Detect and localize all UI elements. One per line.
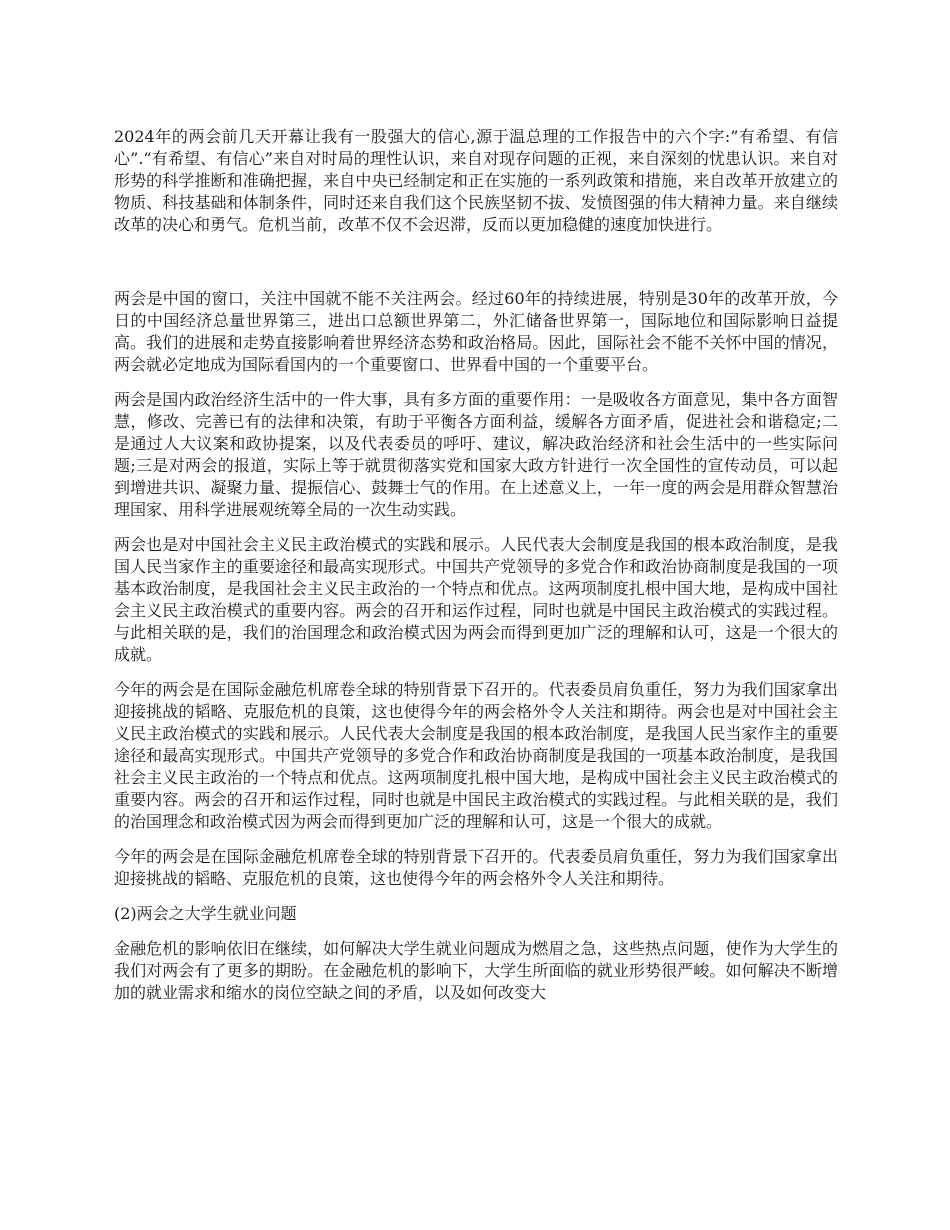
paragraph-financial-crisis-repeat: 今年的两会是在国际金融危机席卷全球的特别背景下召开的。代表委员肩负重任，努力为我们国家拿出迎接挑战的韬略、克服危机的良策，这也使得今年的两会格外令人关注和期待。	[114, 847, 838, 888]
paragraph-domestic-role: 两会是国内政治经济生活中的一件大事，具有多方面的重要作用：一是吸收各方面意见，集中各方面智慧，修改、完善已有的法律和决策，有助于平衡各方面利益，缓解各方面矛盾，促进社会和谐稳定;二是通过人大议案和政协提案，以及代表委员的呼吁、建议，解决政治经济和社会生活中的一些实际问题;三是对两会的报道，实际上等于就贯彻落实党和国家大政方针进行一次全国性的宣传动员，可以起到增进共识、凝聚力量、提振信心、鼓舞士气的作用。在上述意义上，一年一度的两会是用群众智慧治理国家、用科学进展观统筹全局的一次生动实践。	[114, 390, 838, 519]
paragraph-democracy-model: 两会也是对中国社会主义民主政治模式的实践和展示。人民代表大会制度是我国的根本政治制度，是我国人民当家作主的重要途径和最高实现形式。中国共产党领导的多党合作和政治协商制度是我国的一项基本政治制度，是我国社会主义民主政治的一个特点和优点。这两项制度扎根中国大地，是构成中国社会主义民主政治模式的重要内容。两会的召开和运作过程，同时也就是中国民主政治模式的实践过程。与此相关联的是，我们的治国理念和政治模式因为两会而得到更加广泛的理解和认可，这是一个很大的成就。	[114, 535, 838, 664]
paragraph-employment: 金融危机的影响依旧在继续，如何解决大学生就业问题成为燃眉之急，这些热点问题，使作为大学生的我们对两会有了更多的期盼。在金融危机的影响下，大学生所面临的就业形势很严峻。如何解决不断增加的就业需求和缩水的岗位空缺之间的矛盾，以及如何改变大	[114, 939, 838, 1002]
paragraph-window: 两会是中国的窗口，关注中国就不能不关注两会。经过60年的持续进展，特别是30年的改革开放，今日的中国经济总量世界第三，进出口总额世界第二，外汇储备世界第一，国际地位和国际影响日益提高。我们的进展和走势直接影响着世界经济态势和政治格局。因此，国际社会不能不关怀中国的情况，两会就必定地成为国际看国内的一个重要窗口、世界看中国的一个重要平台。	[114, 289, 838, 374]
document-page	[114, 126, 838, 1004]
paragraph-intro: 2024年的两会前几天开幕让我有一股强大的信心,源于温总理的工作报告中的六个字:”有希望、有信心”.“有希望、有信心”来自对时局的理性认识，来自对现存问题的正视，来自深刻的忧患认识。来自对形势的科学推断和准确把握，来自中央已经制定和正在实施的一系列政策和措施，来自改革开放建立的物质、科技基础和体制条件，同时还来自我们这个民族坚韧不拔、发愤图强的伟大精神力量。来自继续改革的决心和勇气。危机当前，改革不仅不会迟滞，反而以更加稳健的速度加快进行。	[114, 127, 838, 234]
section-heading: (2)两会之大学生就业问题	[114, 904, 297, 923]
paragraph-financial-crisis: 今年的两会是在国际金融危机席卷全球的特别背景下召开的。代表委员肩负重任，努力为我们国家拿出迎接挑战的韬略、克服危机的良策，这也使得今年的两会格外令人关注和期待。两会也是对中国社会主义民主政治模式的实践和展示。人民代表大会制度是我国的根本政治制度，是我国人民当家作主的重要途径和最高实现形式。中国共产党领导的多党合作和政治协商制度是我国的一项基本政治制度，是我国社会主义民主政治的一个特点和优点。这两项制度扎根中国大地，是构成中国社会主义民主政治模式的重要内容。两会的召开和运作过程，同时也就是中国民主政治模式的实践过程。与此相关联的是，我们的治国理念和政治模式因为两会而得到更加广泛的理解和认可，这是一个很大的成就。	[114, 680, 838, 831]
